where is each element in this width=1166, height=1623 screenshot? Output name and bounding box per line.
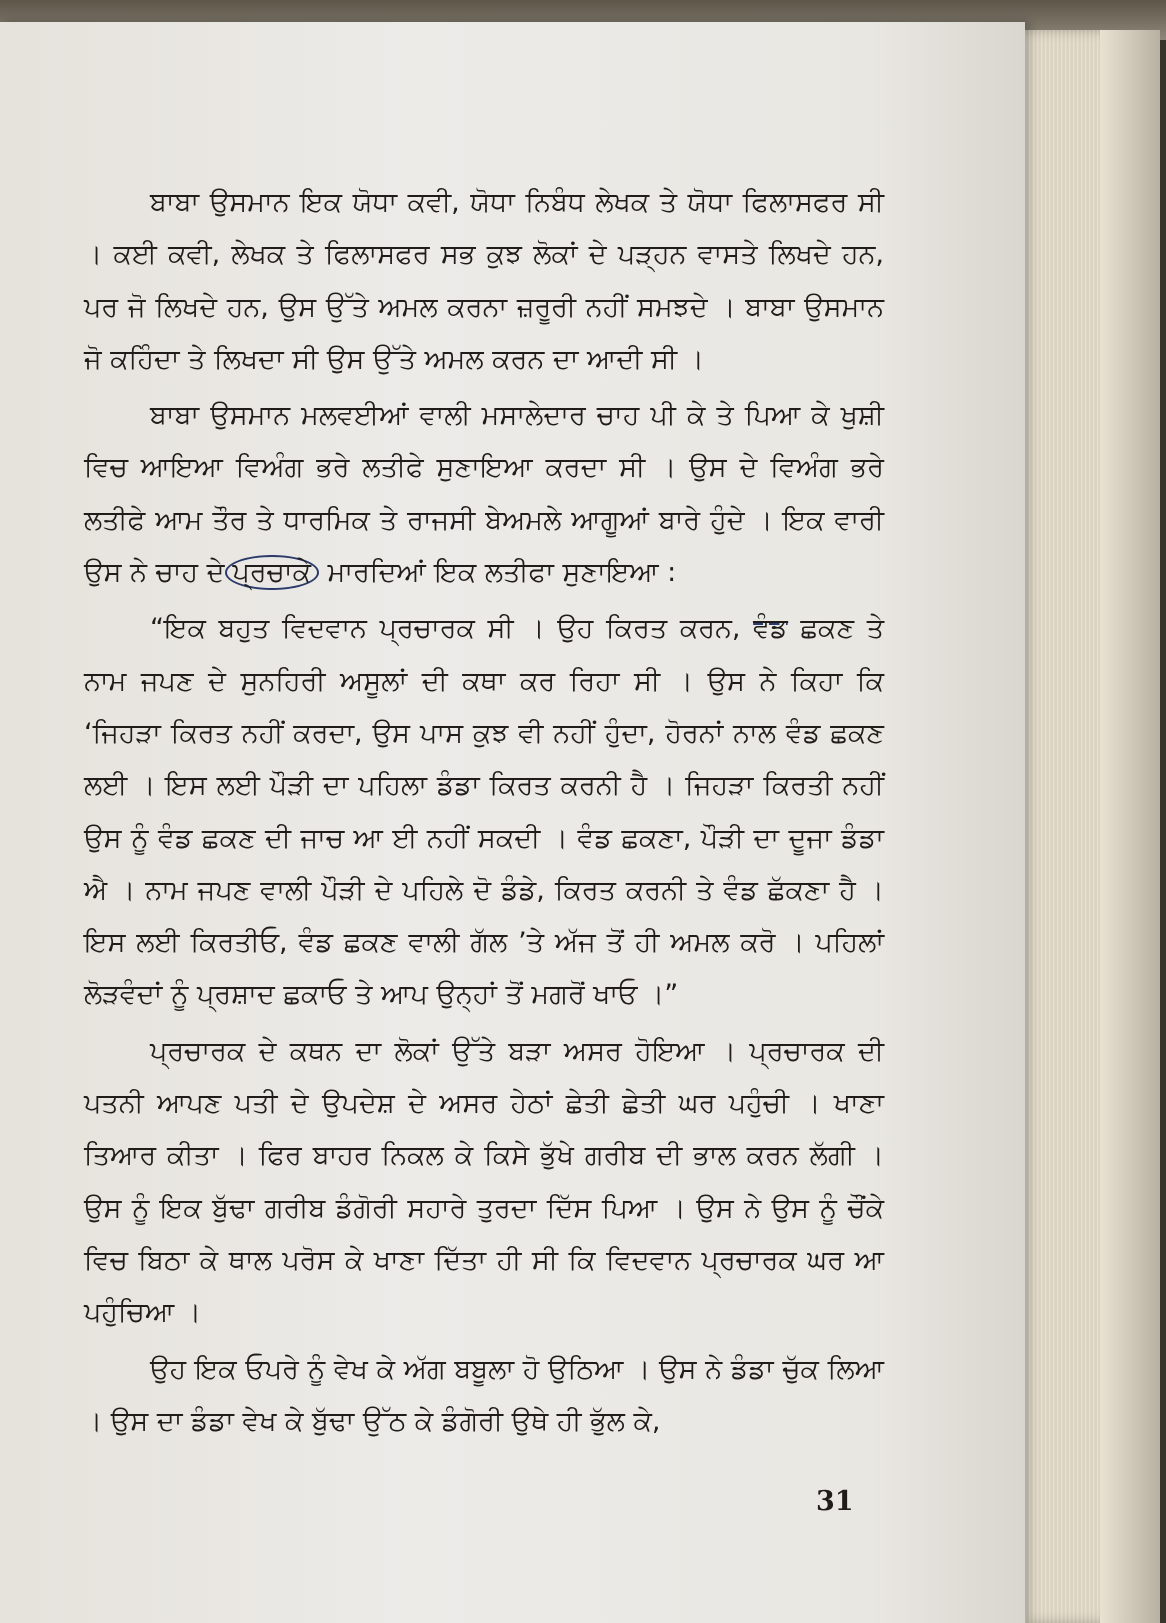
- circled-word: ਪ੍ਰਚਾਕੇ: [225, 555, 320, 590]
- paragraph-1: ਬਾਬਾ ਉਸਮਾਨ ਇਕ ਯੋਧਾ ਕਵੀ, ਯੋਧਾ ਨਿਬੰਧ ਲੇਖਕ ਤੇ ਯੋਧਾ ਫਿਲਾਸਫਰ ਸੀ । ਕਈ ਕਵੀ, ਲੇਖਕ ਤੇ ਫਿਲਾਸਫਰ ਸਭ ਕੁਝ ਲੋਕਾਂ ਦੇ ਪੜ੍ਹਨ ਵਾਸਤੇ ਲਿਖਦੇ ਹਨ, ਪਰ ਜੋ ਲਿਖਦੇ ਹਨ, ਉਸ ਉੱਤੇ ਅਮਲ ਕਰਨਾ ਜ਼ਰੂਰੀ ਨਹੀਂ ਸਮਝਦੇ । ਬਾਬਾ ਉਸਮਾਨ ਜੋ ਕਹਿੰਦਾ ਤੇ ਲਿਖਦਾ ਸੀ ਉਸ ਉੱਤੇ ਅਮਲ ਕਰਨ ਦਾ ਆਦੀ ਸੀ ।: [84, 187, 884, 375]
- book-page: [0, 22, 1025, 1623]
- paragraph-3-text-before: “ਇਕ ਬਹੁਤ ਵਿਦਵਾਨ ਪ੍ਰਚਾਰਕ ਸੀ । ਉਹ ਕਿਰਤ ਕਰਨ,: [150, 613, 754, 645]
- paragraph-2-text-after: ਮਾਰਦਿਆਂ ਇਕ ਲਤੀਫਾ ਸੁਣਾਇਆ :: [319, 557, 677, 589]
- paragraph-2: [84, 390, 884, 599]
- page-number: 31: [816, 1486, 854, 1517]
- paragraph-3-text-after: ਛਕਣ ਤੇ ਨਾਮ ਜਪਣ ਦੇ ਸੁਨਹਿਰੀ ਅਸੂਲਾਂ ਦੀ ਕਥਾ ਕਰ ਰਿਹਾ ਸੀ । ਉਸ ਨੇ ਕਿਹਾ ਕਿ ‘ਜਿਹੜਾ ਕਿਰਤ ਨਹੀਂ ਕਰਦਾ, ਉਸ ਪਾਸ ਕੁਝ ਵੀ ਨਹੀਂ ਹੁੰਦਾ, ਹੋਰਨਾਂ ਨਾਲ ਵੰਡ ਛਕਣ ਲਈ । ਇਸ ਲਈ ਪੌੜੀ ਦਾ ਪਹਿਲਾ ਡੰਡਾ ਕਿਰਤ ਕਰਨੀ ਹੈ । ਜਿਹੜਾ ਕਿਰਤੀ ਨਹੀਂ ਉਸ ਨੂੰ ਵੰਡ ਛਕਣ ਦੀ ਜਾਚ ਆ ਈ ਨਹੀਂ ਸਕਦੀ । ਵੰਡ ਛਕਣਾ, ਪੌੜੀ ਦਾ ਦੂਜਾ ਡੰਡਾ ਐ । ਨਾਮ ਜਪਣ ਵਾਲੀ ਪੌੜੀ ਦੇ ਪਹਿਲੇ ਦੋ ਡੰਡੇ, ਕਿਰਤ ਕਰਨੀ ਤੇ ਵੰਡ ਛੱਕਣਾ ਹੈ । ਇਸ ਲਈ ਕਿਰਤੀਓ, ਵੰਡ ਛਕਣ ਵਾਲੀ ਗੱਲ ’ਤੇ ਅੱਜ ਤੋਂ ਹੀ ਅਮਲ ਕਰੋ । ਪਹਿਲਾਂ ਲੋੜਵੰਦਾਂ ਨੂੰ ਪ੍ਰਸ਼ਾਦ ਛਕਾਓ ਤੇ ਆਪ ਉਨ੍ਹਾਂ ਤੋਂ ਮਗਰੋਂ ਖਾਓ ।”: [84, 613, 884, 1011]
- book-page-edge: [1100, 30, 1160, 1623]
- paragraph-3: [84, 603, 884, 1021]
- paragraph-4: ਪ੍ਰਚਾਰਕ ਦੇ ਕਥਨ ਦਾ ਲੋਕਾਂ ਉੱਤੇ ਬੜਾ ਅਸਰ ਹੋਇਆ । ਪ੍ਰਚਾਰਕ ਦੀ ਪਤਨੀ ਆਪਣ ਪਤੀ ਦੇ ਉਪਦੇਸ਼ ਦੇ ਅਸਰ ਹੇਠਾਂ ਛੇਤੀ ਛੇਤੀ ਘਰ ਪਹੁੰਚੀ । ਖਾਣਾ ਤਿਆਰ ਕੀਤਾ । ਫਿਰ ਬਾਹਰ ਨਿਕਲ ਕੇ ਕਿਸੇ ਭੁੱਖੇ ਗਰੀਬ ਦੀ ਭਾਲ ਕਰਨ ਲੱਗੀ । ਉਸ ਨੂੰ ਇਕ ਬੁੱਢਾ ਗਰੀਬ ਡੰਗੋਰੀ ਸਹਾਰੇ ਤੁਰਦਾ ਦਿੱਸ ਪਿਆ । ਉਸ ਨੇ ਉਸ ਨੂੰ ਚੌਂਕੇ ਵਿਚ ਬਿਠਾ ਕੇ ਥਾਲ ਪਰੋਸ ਕੇ ਖਾਣਾ ਦਿੱਤਾ ਹੀ ਸੀ ਕਿ ਵਿਦਵਾਨ ਪ੍ਰਚਾਰਕ ਘਰ ਆ ਪਹੁੰਚਿਆ ।: [84, 1035, 884, 1329]
- paragraph-5: ਉਹ ਇਕ ਓਪਰੇ ਨੂੰ ਵੇਖ ਕੇ ਅੱਗ ਬਬੂਲਾ ਹੋ ਉਠਿਆ । ਉਸ ਨੇ ਡੰਡਾ ਚੁੱਕ ਲਿਆ । ਉਸ ਦਾ ਡੰਡਾ ਵੇਖ ਕੇ ਬੁੱਢਾ ਉੱਠ ਕੇ ਡੰਗੋਰੀ ਉਥੇ ਹੀ ਭੁੱਲ ਕੇ,: [84, 1353, 884, 1437]
- underlined-word: ਵੰਡ: [753, 613, 788, 645]
- body-text: [84, 177, 884, 1448]
- paragraph-2-text-before: ਬਾਬਾ ਉਸਮਾਨ ਮਲਵਈਆਂ ਵਾਲੀ ਮਸਾਲੇਦਾਰ ਚਾਹ ਪੀ ਕੇ ਤੇ ਪਿਆ ਕੇ ਖੁਸ਼ੀ ਵਿਚ ਆਇਆ ਵਿਅੰਗ ਭਰੇ ਲਤੀਫੇ ਸੁਣਾਇਆ ਕਰਦਾ ਸੀ । ਉਸ ਦੇ ਵਿਅੰਗ ਭਰੇ ਲਤੀਫੇ ਆਮ ਤੌਰ ਤੇ ਧਾਰਮਿਕ ਤੇ ਰਾਜਸੀ ਬੇਅਮਲੇ ਆਗੂਆਂ ਬਾਰੇ ਹੁੰਦੇ । ਇਕ ਵਾਰੀ ਉਸ ਨੇ ਚਾਹ ਦੇ: [84, 400, 884, 589]
